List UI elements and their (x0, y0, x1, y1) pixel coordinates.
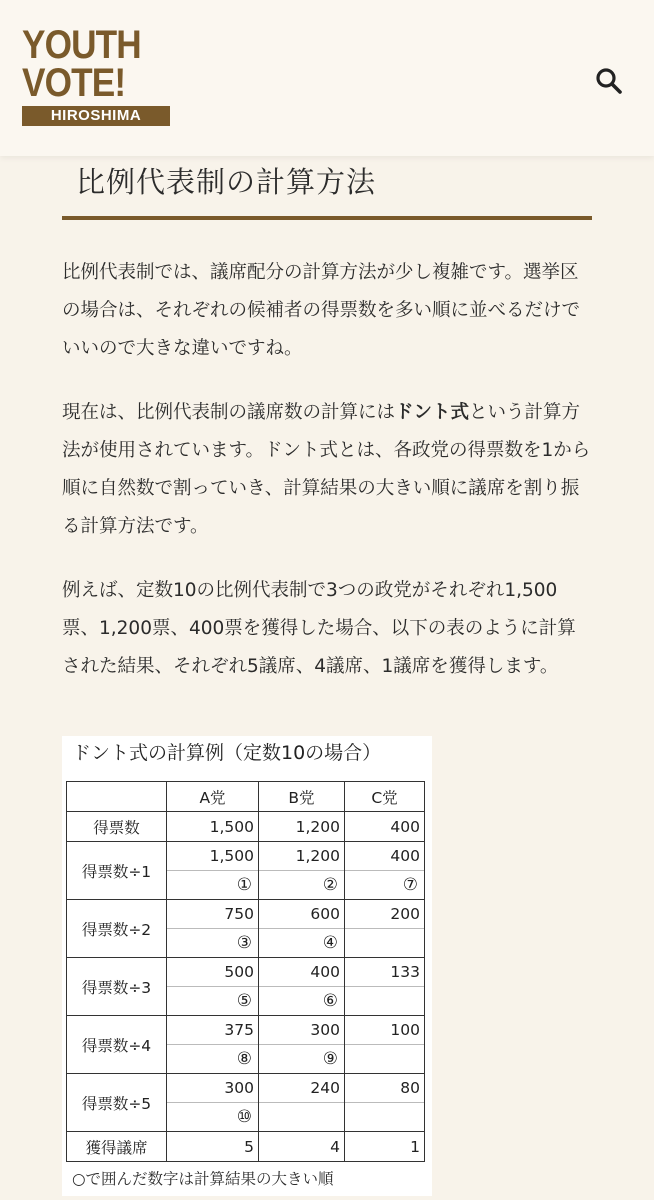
row-label: 得票数÷3 (67, 958, 167, 1016)
cell-value: 1,200 (259, 842, 344, 871)
cell-value: 400 (345, 842, 424, 871)
div-row-2 (67, 900, 425, 958)
table-cell (259, 1074, 345, 1132)
div-row-4 (67, 1016, 425, 1074)
search-button[interactable] (594, 66, 624, 96)
cell-value: 400 (259, 958, 344, 987)
table-cell (345, 842, 425, 900)
header-cell-c: C党 (345, 782, 425, 812)
row-label: 得票数÷2 (67, 900, 167, 958)
cell-rank: ① (236, 875, 252, 895)
cell-rank (345, 1045, 424, 1072)
cell-value: 750 (167, 900, 258, 929)
paragraph-3: 例えば、定数10の比例代表制で3つの政党がそれぞれ1,500票、1,200票、400票を獲得した場合、以下の表のように計算された結果、それぞれ5議席、4議席、1議席を獲得します。 (62, 580, 576, 677)
cell-rank: ⑨ (322, 1049, 338, 1069)
header-cell-blank (67, 782, 167, 812)
cell-rank: ⑩ (236, 1107, 252, 1127)
row-label: 獲得議席 (67, 1132, 167, 1162)
cell-value: 1,500 (167, 842, 258, 871)
cell-rank (345, 987, 424, 1014)
paragraph-2-pre: 現在は、比例代表制の議席数の計算には (62, 402, 396, 423)
header-cell-b: B党 (259, 782, 345, 812)
cell-rank (259, 1103, 344, 1130)
row-label: 得票数÷4 (67, 1016, 167, 1074)
cell-value: 133 (345, 958, 424, 987)
table-cell (345, 1074, 425, 1132)
logo-bar: HIROSHIMA (22, 106, 170, 126)
table-title: ドント式の計算例（定数10の場合） (72, 742, 382, 764)
paragraph-1: 比例代表制では、議席配分の計算方法が少し複雑です。選挙区の場合は、それぞれの候補者の得票数を多い順に並べるだけでいいので大きな違いですね。 (62, 262, 581, 359)
cell-rank (345, 1103, 424, 1130)
cell-rank: ⑥ (322, 991, 338, 1011)
paragraph-2-post: という計算方法が使用されています。ドント式とは、各政党の得票数を1から順に自然数で割っていき、計算結果の大きい順に議席を割り振る計算方法です。 (62, 402, 591, 537)
table-cell (345, 900, 425, 958)
cell-value: 200 (345, 900, 424, 929)
cell-value: 375 (167, 1016, 258, 1045)
cell-value: 300 (167, 1074, 258, 1103)
div-row-5 (67, 1074, 425, 1132)
table-cell (167, 958, 259, 1016)
paragraph-2 (62, 394, 592, 546)
table-cell: 400 (345, 812, 425, 842)
title-underline (62, 216, 592, 220)
table-cell: 4 (259, 1132, 345, 1162)
article-body (62, 254, 592, 712)
cell-value: 100 (345, 1016, 424, 1045)
div-row-1 (67, 842, 425, 900)
table-cell (167, 900, 259, 958)
logo-line-1: YOUTH (22, 23, 141, 67)
table-cell (259, 900, 345, 958)
cell-value: 240 (259, 1074, 344, 1103)
table-cell (345, 958, 425, 1016)
table-cell (345, 1016, 425, 1074)
table-header-row (67, 782, 425, 812)
table-cell (167, 1016, 259, 1074)
dhondt-table-figure (62, 736, 432, 1196)
cell-rank: ⑧ (236, 1049, 252, 1069)
row-label: 得票数÷5 (67, 1074, 167, 1132)
paragraph-2-bold: ドント式 (395, 402, 470, 423)
cell-rank: ② (322, 875, 338, 895)
table-cell: 5 (167, 1132, 259, 1162)
cell-rank (345, 929, 424, 956)
votes-row (67, 812, 425, 842)
logo-line-2: VOTE! (22, 61, 126, 105)
table-note: ○で囲んだ数字は計算結果の大きい順 (72, 1170, 334, 1188)
cell-value: 80 (345, 1074, 424, 1103)
row-label: 得票数÷1 (67, 842, 167, 900)
table-cell (259, 958, 345, 1016)
cell-value: 500 (167, 958, 258, 987)
table-cell (259, 842, 345, 900)
table-cell (167, 1074, 259, 1132)
search-icon (594, 66, 624, 96)
seats-row (67, 1132, 425, 1162)
table-cell: 1,200 (259, 812, 345, 842)
dhondt-table (66, 781, 425, 1162)
header-cell-a: A党 (167, 782, 259, 812)
row-label: 得票数 (67, 812, 167, 842)
table-cell (259, 1016, 345, 1074)
site-logo[interactable] (22, 23, 174, 126)
table-cell (167, 842, 259, 900)
cell-rank: ④ (322, 933, 338, 953)
table-cell: 1,500 (167, 812, 259, 842)
cell-rank: ⑦ (402, 875, 418, 895)
cell-value: 300 (259, 1016, 344, 1045)
site-header (0, 0, 654, 156)
table-cell: 1 (345, 1132, 425, 1162)
div-row-3 (67, 958, 425, 1016)
cell-value: 600 (259, 900, 344, 929)
cell-rank: ⑤ (236, 991, 252, 1011)
cell-rank: ③ (236, 933, 252, 953)
page-title: 比例代表制の計算方法 (76, 165, 377, 199)
